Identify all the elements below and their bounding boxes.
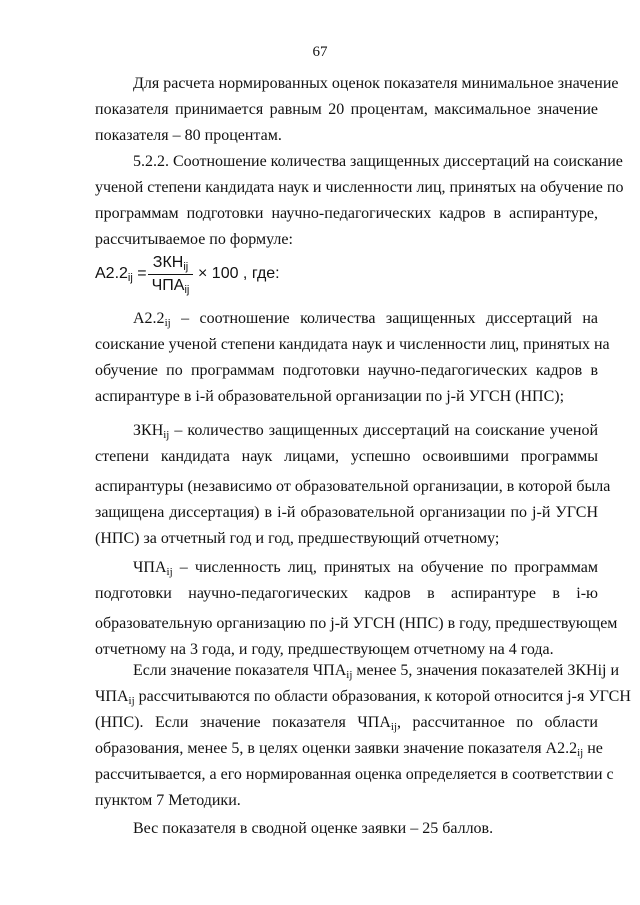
text-line: обучение по программам подготовки научно-педагогических кадров в [95,362,598,379]
formula-rhs: × 100 , где: [198,265,280,282]
text-line: образования, менее 5, в целях оценки заявки значение показателя $А2.2_{ij}$ не [95,740,603,759]
text-line: рассчитывается, а его нормированная оценка определяется в соответствии с [95,766,614,783]
text-line: степени кандидата наук лицами, успешно освоившими программы [95,448,598,465]
definition-chpa [95,557,618,665]
text-line: отчетному на 3 года, и году, предшествующем отчетному на 4 года. [95,641,554,658]
paragraph-5-2-2 [95,151,624,255]
text-line: ученой степени кандидата наук и численности лиц, принятых на обучение по [95,179,624,196]
text-line: $ЧПА_{ij}$ рассчитываются по области образования, к которой относится j-я УГСН [95,688,631,707]
text-line: аспирантуры (независимо от образовательной организации, в которой была [95,478,611,495]
text-line: $ЧПА_{ij}$ – численность лиц, принятых на обучение по программам [133,559,599,578]
text-line: пунктом 7 Методики. [95,792,241,809]
text-line: защищена диссертация) в i-й образовательной организации по j-й УГСН [95,504,598,521]
text-line: (НПС) за отчетный год и год, предшествующий отчетному; [95,530,500,547]
formula [95,252,395,302]
text-line: 5.2.2. Соотношение количества защищенных диссертаций на соискание [133,153,623,170]
text-line: Если значение показателя $ЧПА_{ij}$ менее 5, значения показателей ЗКНij и [133,662,620,681]
text-line: $А2.2_{ij}$ – соотношение количества защищенных диссертаций на [133,310,598,329]
text-line: (НПС). Если значение показателя $ЧПА_{ij}$, рассчитанное по области [95,714,598,733]
paragraph-weight [95,818,598,844]
formula-fraction [148,252,193,297]
text-line: $ЗКН_{ij}$ – количество защищенных диссертаций на соискание ученой [133,422,598,441]
text-line: образовательную организацию по j-й УГСН (НПС) в году, предшествующем [95,615,618,632]
text-line: Вес показателя в сводной оценке заявки – 25 баллов. [133,820,494,837]
text-line: рассчитываемое по формуле: [95,231,293,248]
formula-lhs: $А2.2_{ij}$ = [95,265,147,284]
text-line: подготовки научно-педагогических кадров в аспирантуре в i-ю [95,585,598,602]
definition-zkn [95,420,611,554]
text-line: Для расчета нормированных оценок показателя минимальное значение [133,75,619,92]
paragraph-small-values [95,660,631,816]
paragraph-norm-values [95,73,619,151]
page-number: 67 [312,44,328,60]
text-line: аспирантуре в i-й образовательной организации по j-й УГСН (НПС); [95,388,565,405]
definition-a22 [95,308,610,412]
formula-numerator: $ЗКН_{ij}$ [152,254,189,273]
text-line: программам подготовки научно-педагогических кадров в аспирантуре, [95,205,598,222]
text-line: показателя – 80 процентам. [95,127,282,144]
text-line: показателя принимается равным 20 процентам, максимальное значение [95,101,598,118]
formula-denominator: $ЧПА_{ij}$ [151,277,190,296]
text-line: соискание ученой степени кандидата наук и численности лиц, принятых на [95,336,610,353]
